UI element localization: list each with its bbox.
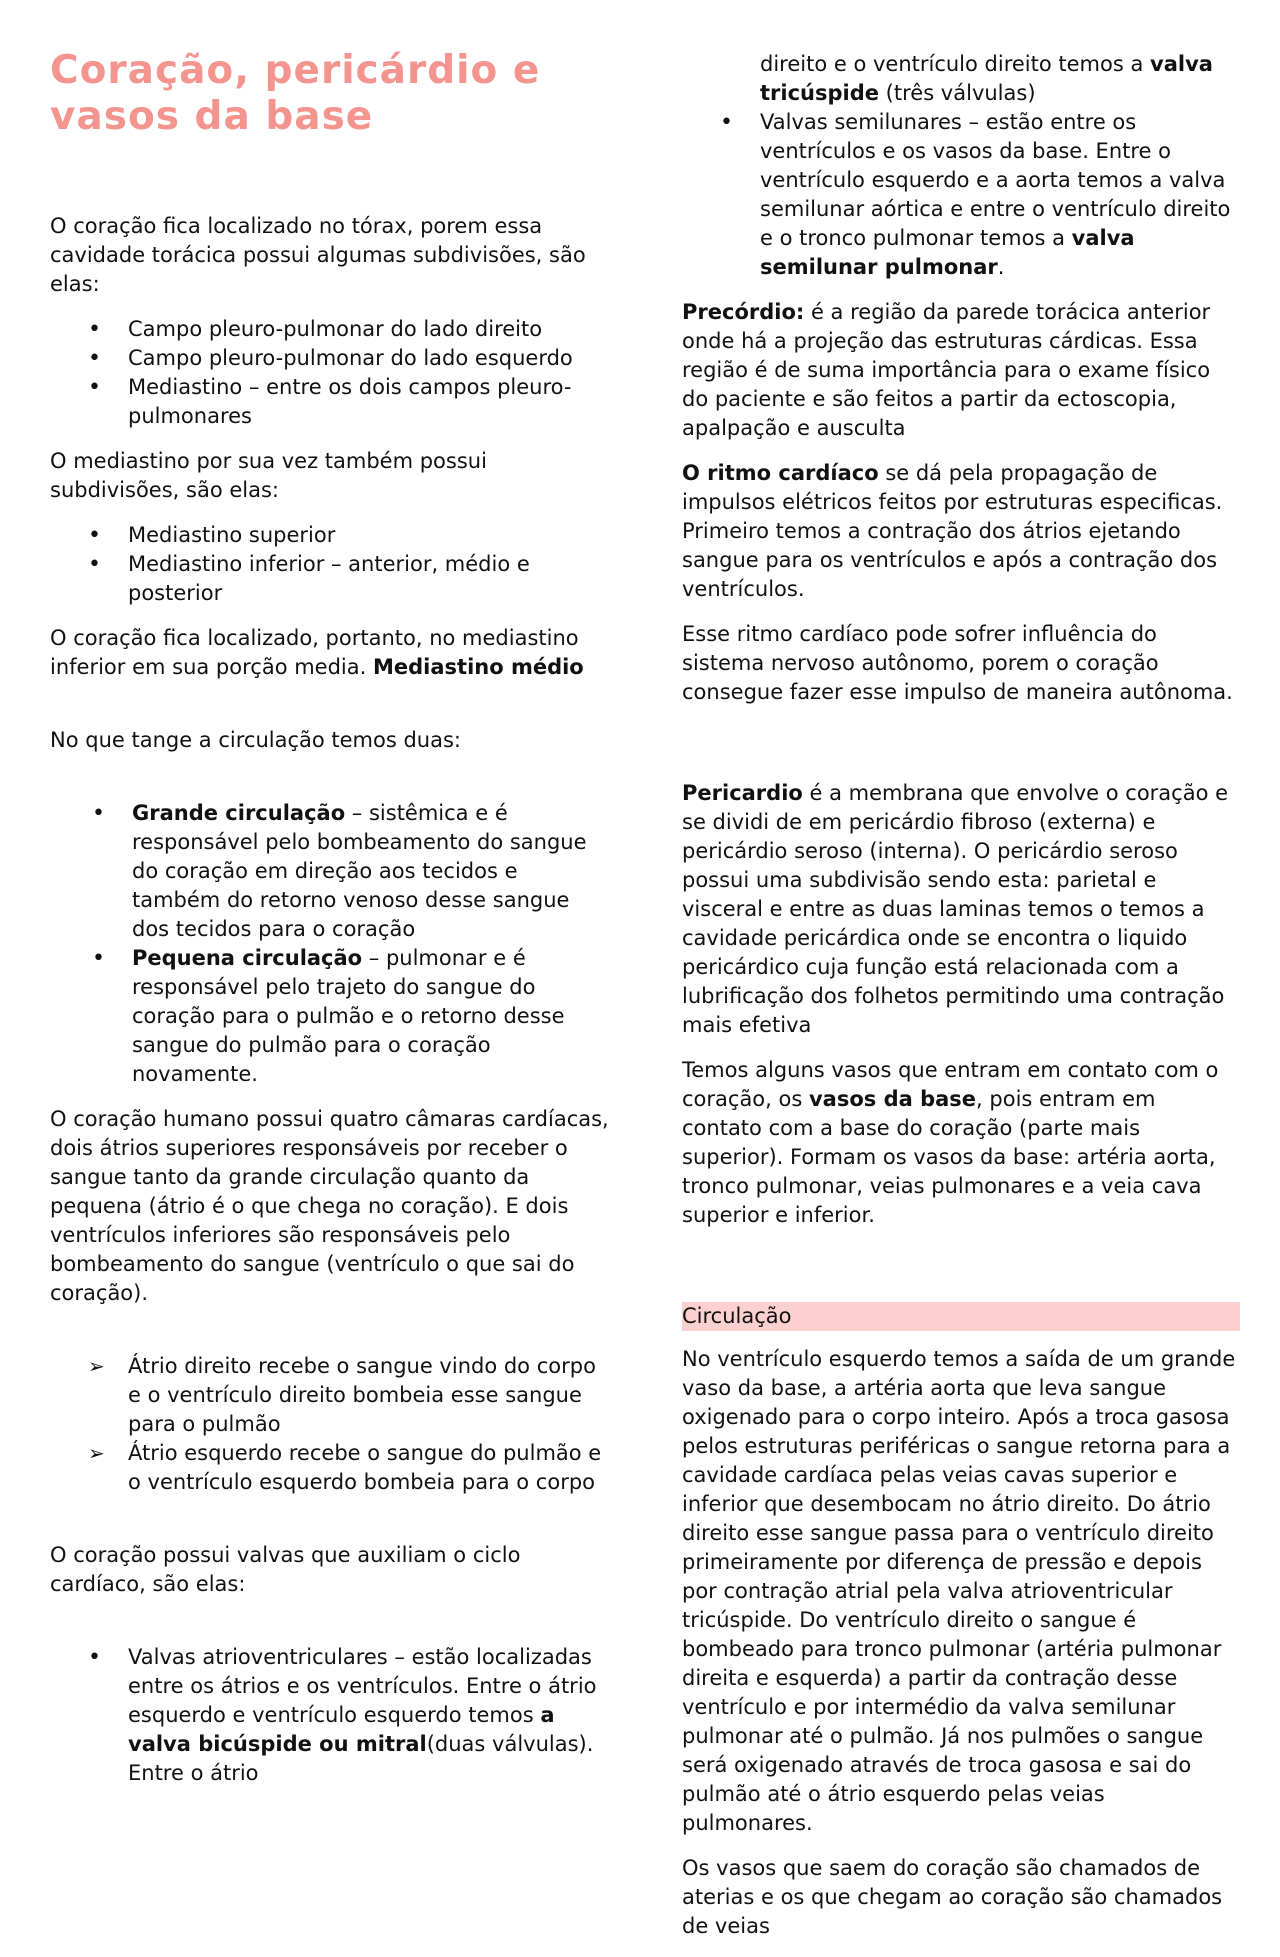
bold-text: a valva bicúspide ou mitral xyxy=(128,1703,555,1756)
text: (três válvulas) xyxy=(879,81,1036,105)
bold-text: O ritmo cardíaco xyxy=(682,461,879,485)
text: . xyxy=(997,255,1005,279)
text: – pulmonar e é responsável pelo trajeto do sangue do coração para o pulmão e o retorno desse sangue do pulmão para o coração novamente. xyxy=(132,946,565,1086)
list-subdivisoes-mediastino xyxy=(50,521,610,608)
document-title: Coração, pericárdio e vasos da base xyxy=(50,48,541,139)
bold-text: Precórdio: xyxy=(682,300,805,324)
text: direito e o ventrículo direito temos a xyxy=(760,52,1151,76)
paragraph-circulacao-intro: No que tange a circulação temos duas: xyxy=(50,728,461,752)
text: Valvas atrioventriculares – estão localizadas entre os átrios e os ventrículos. Entre o átrio esquerdo e ventrículo esquerdo temos xyxy=(128,1645,597,1727)
list-subdivisoes-torax xyxy=(50,315,610,431)
bold-text: valva tricúspide xyxy=(760,52,1213,105)
list-item: • Mediastino inferior – anterior, médio e posterior xyxy=(50,550,610,608)
list-item: ➢ Átrio direito recebe o sangue vindo do corpo e o ventrículo direito bombeia esse sangue para o pulmão xyxy=(50,1352,610,1439)
text: é a membrana que envolve o coração e se dividi de em pericárdio fibroso (externa) e pericárdio seroso (interna). O pericárdio seroso possui uma subdivisão sendo esta: parietal e visceral e entre as duas laminas temos o temos a cavidade pericárdica onde se encontra o liquido pericárdico cuja função está relacionada com a lubrificação dos folhetos permitindo uma contração mais efetiva xyxy=(682,781,1229,1037)
list-valvas xyxy=(50,1643,610,1788)
text: (duas válvulas). Entre o átrio xyxy=(128,1732,594,1785)
paragraph-torax: O coração fica localizado no tórax, porem essa cavidade torácica possui algumas subdivisões, são elas: xyxy=(50,214,586,296)
section-header-circulacao: Circulação xyxy=(682,1302,1240,1331)
text: se dá pela propagação de impulsos elétricos feitos por estruturas especificas. Primeiro temos a contração dos átrios ejetando sangue para os ventrículos e após a contração dos ventrículos. xyxy=(682,461,1223,601)
list-item: • Mediastino – entre os dois campos pleuro-pulmonares xyxy=(50,373,610,431)
text: Valvas semilunares – estão entre os ventrículos e os vasos da base. Entre o ventrículo esquerdo e a aorta temos a valva semilunar aórtica e entre o ventrículo direito e o tronco pulmonar temos a xyxy=(760,110,1231,250)
text: é a região da parede torácica anterior onde há a projeção das estruturas cárdicas. Essa região é de suma importância para o exame físico do paciente e são feitos a partir da ectoscopia, apalpação e ausculta xyxy=(682,300,1211,440)
paragraph-ritmo-autonomo: Esse ritmo cardíaco pode sofrer influência do sistema nervoso autônomo, porem o coração consegue fazer esse impulso de maneira autônoma. xyxy=(682,622,1233,704)
bold-text: Pericardio xyxy=(682,781,803,805)
text: – sistêmica e é responsável pelo bombeamento do sangue do coração em direção aos tecidos e também do retorno venoso desse sangue dos tecidos para o coração xyxy=(132,801,587,941)
list-item: ➢ Átrio esquerdo recebe o sangue do pulmão e o ventrículo esquerdo bombeia para o corpo xyxy=(50,1439,610,1497)
paragraph-ritmo xyxy=(682,459,1242,604)
paragraph-camaras: O coração humano possui quatro câmaras cardíacas, dois átrios superiores responsáveis por receber o sangue tanto da grande circulação quanto da pequena (átrio é o que chega no coração). E dois ventrículos inferiores são responsáveis pelo bombeamento do sangue (ventrículo o que sai do coração). xyxy=(50,1107,609,1305)
paragraph-vasos-base xyxy=(682,1056,1242,1230)
text: , pois entram em contato com a base do coração (parte mais superior). Formam os vasos da base: artéria aorta, tronco pulmonar, veias pulmonares e a veia cava superior e inferior. xyxy=(682,1087,1216,1227)
list-item-continuation xyxy=(682,50,1242,108)
paragraph-pericardio xyxy=(682,779,1242,1040)
list-item-pequena-circulacao xyxy=(50,944,610,1089)
right-column xyxy=(682,50,1242,1957)
list-item-valvas-atrioventriculares xyxy=(50,1643,610,1788)
paragraph-arterias-veias: Os vasos que saem do coração são chamados de aterias e os que chegam ao coração são chamados de veias xyxy=(682,1856,1223,1938)
left-column xyxy=(50,48,610,1804)
bold-text: vasos da base xyxy=(808,1087,977,1111)
list-atrios xyxy=(50,1352,610,1497)
bold-text: Mediastino médio xyxy=(372,655,584,679)
text: Temos alguns vasos que entram em contato com o coração, os xyxy=(682,1058,1219,1111)
paragraph-valvas: O coração possui valvas que auxiliam o ciclo cardíaco, são elas: xyxy=(50,1543,521,1596)
list-circulacoes xyxy=(50,799,610,1089)
paragraph-circulacao: No ventrículo esquerdo temos a saída de um grande vaso da base, a artéria aorta que leva sangue oxigenado para o corpo inteiro. Após a troca gasosa pelos estruturas periféricas o sangue retorna para a cavidade cardíaca pelas veias cavas superior e inferior que desembocam no átrio direito. Do átrio direito esse sangue passa para o ventrículo direito primeiramente por diferença de pressão e depois por contração atrial pela valva atrioventricular tricúspide. Do ventrículo direito o sangue é bombeado para tronco pulmonar (artéria pulmonar direita e esquerda) a partir da contração desse ventrículo e por intermédio da valva semilunar pulmonar até o pulmão. Já nos pulmões o sangue será oxigenado através de troca gasosa e sai do pulmão até o átrio esquerdo pelas veias pulmonares. xyxy=(682,1347,1236,1835)
list-item: • Campo pleuro-pulmonar do lado esquerdo xyxy=(50,344,610,373)
paragraph-localizacao xyxy=(50,624,610,682)
paragraph-mediastino: O mediastino por sua vez também possui subdivisões, são elas: xyxy=(50,449,487,502)
bold-text: Pequena circulação xyxy=(132,946,363,970)
list-item-valvas-semilunares xyxy=(682,108,1242,282)
list-item: • Mediastino superior xyxy=(50,521,610,550)
list-valvas-continuacao xyxy=(682,50,1242,282)
paragraph-precordio xyxy=(682,298,1242,443)
bold-text: Grande circulação xyxy=(132,801,346,825)
list-item: • Campo pleuro-pulmonar do lado direito xyxy=(50,315,610,344)
text: O coração fica localizado, portanto, no mediastino inferior em sua porção media. xyxy=(50,626,579,679)
list-item-grande-circulacao xyxy=(50,799,610,944)
bold-text: valva semilunar pulmonar xyxy=(760,226,1135,279)
